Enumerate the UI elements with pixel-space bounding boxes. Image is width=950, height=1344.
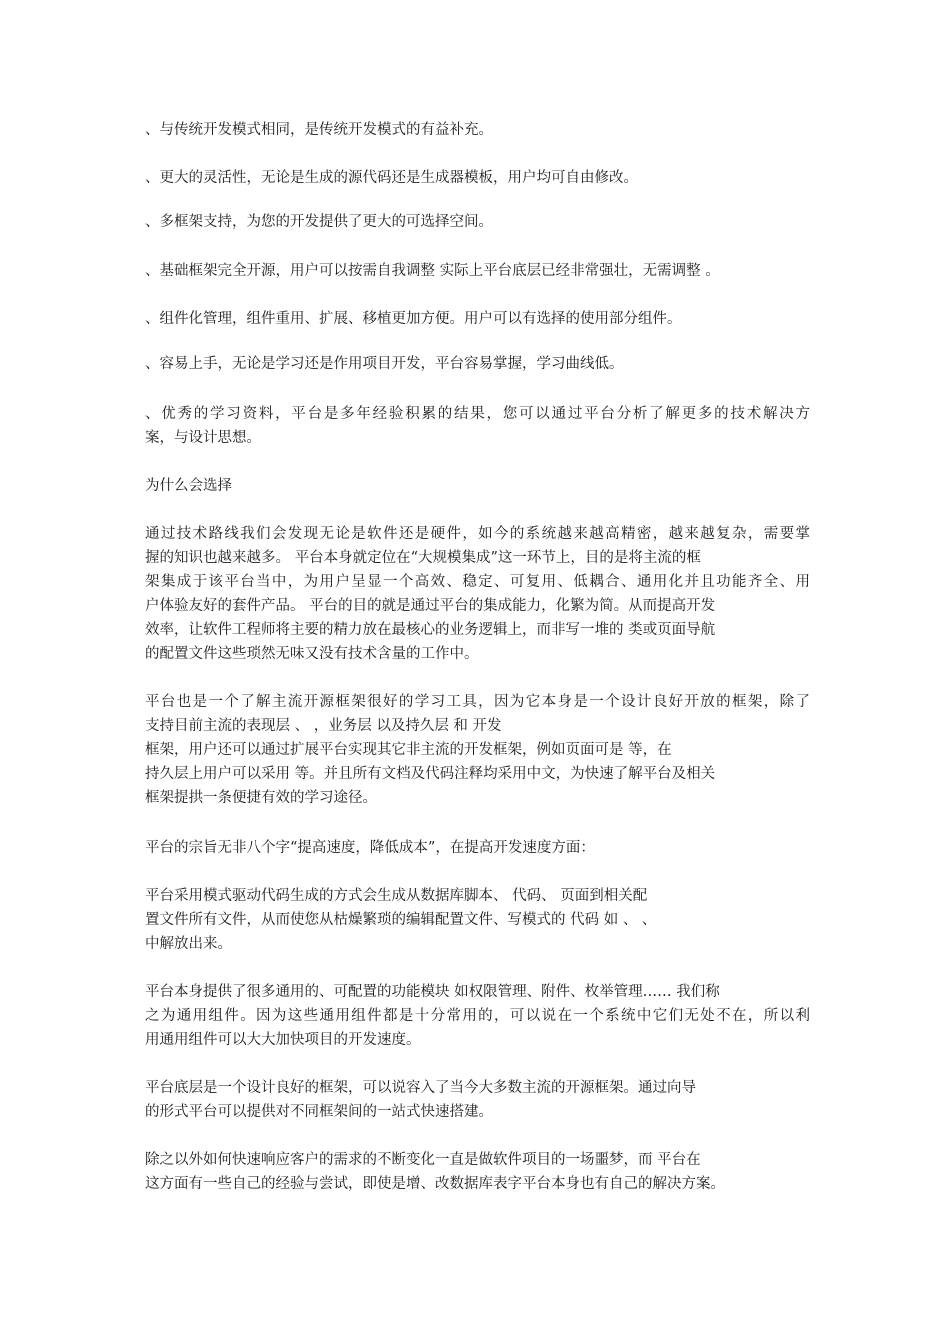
feature-line-1: 、与传统开发模式相同，是传统开发模式的有益补充。 — [145, 122, 493, 138]
feature-line-6: 、容易上手，无论是学习还是作用项目开发，平台容易掌握，学习曲线低。 — [145, 356, 624, 372]
para2-line-5: 框架提拱一条便捷有效的学习途径。 — [145, 790, 377, 806]
para1-line-6: 的配置文件这些琐然无味又没有技术含量的工作中。 — [145, 646, 479, 662]
para2-line-3: 框架，用户还可以通过扩展平台实现其它非主流的开发框架，例如页面可是 等，在 — [145, 742, 672, 758]
para7-line-2: 这方面有一些自己的经验与尝试，即使是增、改数据库表字平台本身也有自己的解决方案。 — [145, 1176, 725, 1192]
feature-line-5: 、组件化管理，组件重用、扩展、移植更加方便。用户可以有选择的使用部分组件。 — [145, 311, 682, 327]
feature-line-7a: 、优秀的学习资料，平台是多年经验积累的结果，您可以通过平台分析了解更多的技术解决方 — [145, 406, 810, 422]
para6-line-1: 平台底层是一个设计良好的框架，可以说容入了当今大多数主流的开源框架。通过向导 — [145, 1080, 696, 1096]
para1-line-3: 架集成于该平台当中，为用户呈显一个高效、稳定、可复用、低耦合、通用化并且功能齐全、用 — [145, 574, 810, 590]
para5-line-1: 平台本身提供了很多通用的、可配置的功能模块 如权限管理、附件、枚举管理…… 我们称 — [145, 984, 720, 1000]
para2-line-2: 支持目前主流的表现层 、 ，业务层 以及持久层 和 开发 — [145, 718, 502, 734]
para2-line-1: 平台也是一个了解主流开源框架很好的学习工具，因为它本身是一个设计良好开放的框架，除了 — [145, 694, 810, 710]
para2-line-4: 持久层上用户可以采用 等。并且所有文档及代码注释均采用中文，为快速了解平台及相关 — [145, 766, 716, 782]
para1-line-1: 通过技术路线我们会发现无论是软件还是硬件，如今的系统越来越高精密，越来越复杂，需要掌 — [145, 526, 810, 542]
para1-line-2: 握的知识也越来越多。 平台本身就定位在“大规模集成”这一环节上，目的是将主流的框 — [145, 550, 701, 566]
feature-line-2: 、更大的灵活性，无论是生成的源代码还是生成器模板，用户均可自由修改。 — [145, 170, 638, 186]
section-heading: 为什么会选择 — [145, 478, 232, 494]
para4-line-3: 中解放出来。 — [145, 936, 232, 952]
para6-line-2: 的形式平台可以提供对不同框架间的一站式快速搭建。 — [145, 1104, 493, 1120]
para7-line-1: 除之以外如何快速响应客户的需求的不断变化一直是做软件项目的一场噩梦，而 平台在 — [145, 1152, 701, 1168]
para1-line-5: 效率，让软件工程师将主要的精力放在最核心的业务逻辑上，而非写一堆的 类或页面导航 — [145, 622, 716, 638]
para5-line-3: 用通用组件可以大大加快项目的开发速度。 — [145, 1032, 421, 1048]
para5-line-2: 之为通用组件。因为这些通用组件都是十分常用的，可以说在一个系统中它们无处不在，所以利 — [145, 1008, 810, 1024]
feature-line-4: 、基础框架完全开源，用户可以按需自我调整 实际上平台底层已经非常强壮，无需调整 。 — [145, 263, 720, 279]
para4-line-1: 平台采用模式驱动代码生成的方式会生成从数据库脚本、 代码、 页面到相关配 — [145, 888, 648, 904]
feature-line-3: 、多框架支持，为您的开发提供了更大的可选择空间。 — [145, 214, 493, 230]
para1-line-4: 户体验友好的套件产品。 平台的目的就是通过平台的集成能力，化繁为简。从而提高开发 — [145, 598, 716, 614]
para3-line-1: 平台的宗旨无非八个字“提高速度，降低成本”，在提高开发速度方面： — [145, 840, 595, 856]
feature-line-7b: 案，与设计思想。 — [145, 430, 261, 446]
para4-line-2: 置文件所有文件，从而使您从枯燥繁琐的编辑配置文件、写模式的 代码 如 、 、 — [145, 912, 657, 928]
